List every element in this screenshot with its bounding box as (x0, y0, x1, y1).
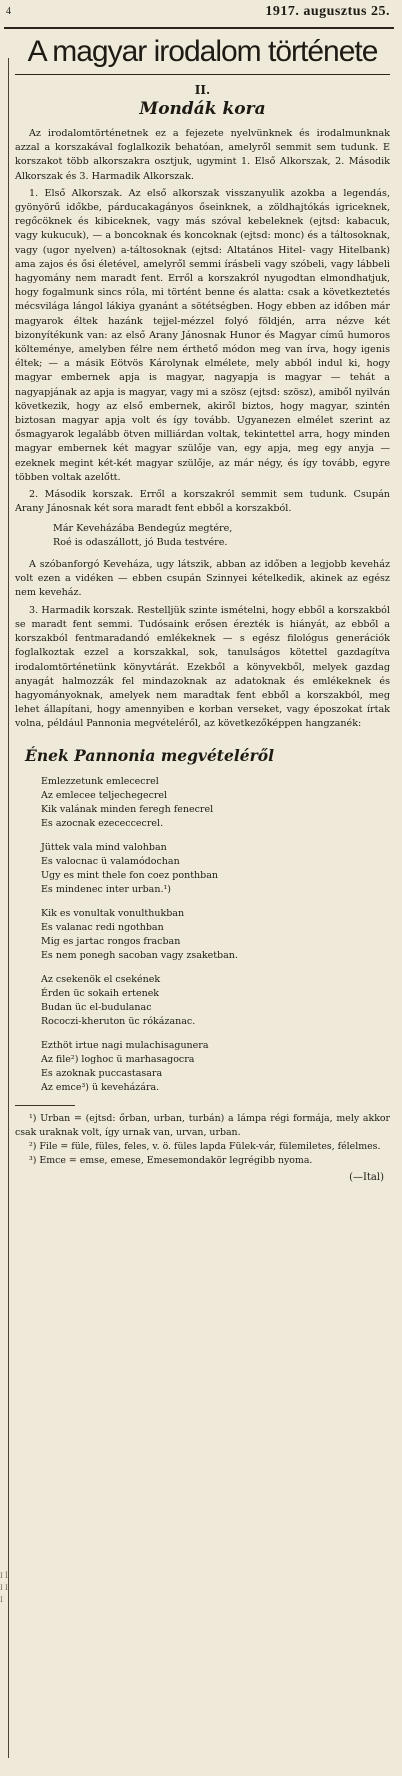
margin-fragment: I Í I I I (0, 1572, 8, 1604)
article-title: A magyar irodalom története (27, 35, 378, 68)
poem-line: Az file²) loghoc ü marhasagocra (41, 1053, 195, 1065)
poem-line: Es valocnac ü valamódochan (41, 855, 180, 867)
poem-stanza (15, 973, 390, 1029)
intro-paragraph: Az irodalomtörténetnek ez a fejezete nyelvünknek és irodalmunknak azzal a korszakával foglalkozik behatóan, amelyről semmit sem tudunk. E korszakot több alkorszakra osztjuk, ugymint 1. Első Alkorszak, 2. Második Alkorszak és 3. Harmadik Alkorszak. (15, 128, 390, 182)
poem-line: Kik es vonultak vonulthukban (41, 907, 185, 919)
article (15, 30, 390, 1183)
verse-quote (15, 522, 390, 550)
author-signature: (—Ital) (349, 1171, 384, 1183)
first-period-paragraph: 1. Első Alkorszak. Az első alkorszak visszanyulik azokba a legendás, gyönyörű időkbe, párducakagányos őseinknek, a zöldhajtókás igriceknek, regőcöknek és kibiceknek, vagy más szóval kebeleknek (ejtsd: kabacuk, vagy kukucuk), — a boncoknak és koncoknak (ejtsd: monc) és a táltosoknak, vagy (ugor nyelven) a-táltosoknak (ejtsd: Altatános Hitel- vagy Hitelbank) ama zajos és ősi életével, amelyről semmi írásbeli vagy szóbeli, vagy lábbeli hagyomány nem maradt fent. Erről a korszakról nyugodtan elmondhatjuk, hogy fogalmunk sincs róla, mi történt benne és alatta: csak a következtetés mécsvilága lángol lákiya gyanánt a sötétségben. Hogy ebben az időben már magyarok éltek hazánk tejjel-mézzel folyó földjén, arra nézve két bizonyítékunk van: az első Arany Jánosnak Hunor és Magyar című humoros költeménye, amelyben félre nem érthető módon meg van írva, hogy igenis éltek; — a másik Eötvös Károlynak elmélete, mely abból indul ki, hogy magyar embernek apja is magyar, nagyapja is magyar — tehát a nagyapjának az apja is magyar, vagy mi a szösz (ejtsd: szösz), amiből nyilván következik, hogy az első embernek, akiről biztos, hogy magyar, szintén biztosan magyar apja volt és így tovább. Ugyanezen elmélet szerint az ősmagyarok legalább ötven milliárdan voltak, tekintettel arra, hogy minden magyar embernek két magyar szülője van, egy apja, meg egy anyja — ezeknek megint két-két magyar szülője, az már négy, és így tovább, egyre többen voltak azelőtt. (15, 187, 390, 483)
keveháza-paragraph: A szóbanforgó Keveháza, ugy látszik, abban az időben a legjobb keveház volt ezen a vidéken — ebben csupán Szinnyei kételkedik, akinek az egész nem keveház. (15, 559, 390, 599)
poem-line: Rococzi-kheruton üc rókázanac. (41, 1015, 196, 1027)
poem-line: Budan üc el-budulanac (41, 1001, 152, 1013)
footnote: ¹) Urban = (ejtsd: őrban, urban, turbán) a lámpa régi formája, mely akkor csak uraknak volt, így urnak van, urvan, urban. (15, 1112, 390, 1138)
poem-line: Es mindenec inter urban.¹) (41, 883, 171, 895)
poem-stanza (15, 841, 390, 897)
poem-line: Ezthöt irtue nagi mulachisagunera (41, 1039, 209, 1051)
footnote-rule (15, 1105, 75, 1106)
poem-line: Es azoknak puccastasara (41, 1067, 163, 1079)
poem-line: Es azocnak ezececcecrel. (41, 817, 164, 829)
poem-line: Mig es jartac rongos fracban (41, 935, 181, 947)
poem-stanza (15, 775, 390, 831)
section-number: II. (194, 83, 211, 97)
poem-stanza (15, 1039, 390, 1095)
poem-line: Ugy es mint thele fon coez ponthban (41, 869, 219, 881)
poem-line: Az emce³) ü keveházára. (41, 1081, 160, 1093)
poem-line: Jüttek vala mind valohban (41, 841, 167, 853)
section-title: Mondák kora (139, 99, 266, 119)
poem-line: Emlezzetunk emlececrel (41, 775, 159, 787)
poem-line: Az csekenök el csekének (41, 973, 161, 985)
issue-date: 1917. augusztus 25. (265, 4, 390, 19)
second-period-paragraph: 2. Második korszak. Erről a korszakról semmit sem tudunk. Csupán Arany Jánosnak két sora maradt fent ebből a korszakból. (15, 489, 390, 515)
footnote: ²) File = füle, füles, feles, v. ö. füles lapda Fülek-vár, fülemiletes, félelmes. (29, 1140, 381, 1152)
page-number: 4 (6, 6, 11, 17)
poem-line: Es valanac redi ngothban (41, 921, 164, 933)
poem-line: Az emlecee teljechegecrel (41, 789, 168, 801)
page-header (4, 4, 394, 24)
quote-line: Roé is odaszállott, jó Buda testvére. (53, 537, 228, 549)
poem-line: Érden üc sokaih ertenek (41, 987, 160, 999)
poem-stanza (15, 907, 390, 963)
title-rule (15, 74, 390, 75)
poem-line: Kik valának minden feregh fenecrel (41, 803, 214, 815)
column-rule (8, 58, 9, 1758)
third-period-paragraph: 3. Harmadik korszak. Restelljük szinte ismételni, hogy ebből a korszakból se maradt fent semmi. Tudósaink erősen érezték is hiányát, az ebből a korszakból fentmaradandó emlékeknek — s egész filológus generációk foglalkoztak ezzel a korszakkal, sok, tanulságos kötettel gazdagítva irodalomtörténetünk könyvtárát. Ezekből a könyvekből, melyek gazdag anyagát halmozzák fel mindazoknak az adatoknak és emlékeknek és hagyományoknak, amelyek nem maradtak fent ebből a korszakból, meg lehet állapítani, hogy amennyiben e korban verseket, vagy époszokat írtak volna, például Pannonia megvételéről, az következőképpen hangzanék: (15, 604, 390, 730)
footnote: ³) Emce = emse, emese, Emesemondakör legrégibb nyoma. (29, 1154, 313, 1166)
poem-line: Es nem ponegh sacoban vagy zsaketban. (41, 949, 238, 961)
quote-line: Már Keveházába Bendegúz megtére, (53, 523, 233, 535)
poem-title: Ének Pannonia megvételéről (25, 745, 274, 765)
header-rule (4, 27, 394, 29)
